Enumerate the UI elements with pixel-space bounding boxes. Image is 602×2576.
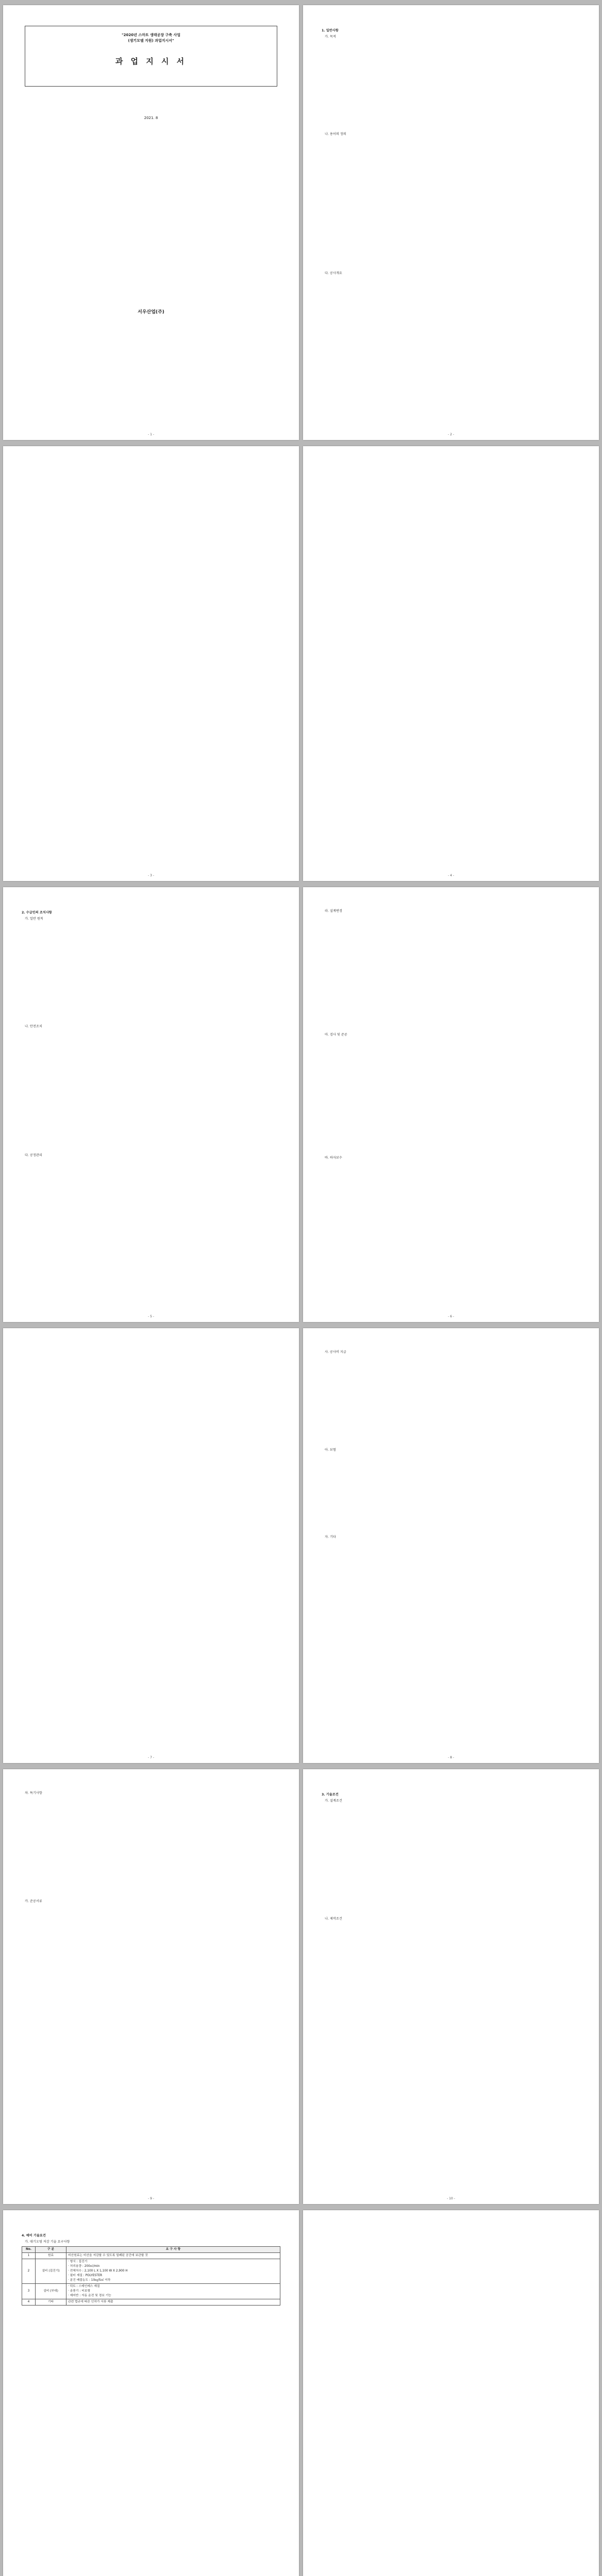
section-sub: 사. 공사비 지급 (325, 1350, 346, 1354)
page-2 (303, 5, 599, 440)
page-number: - 5 - (148, 1314, 154, 1318)
page-9 (3, 1769, 299, 2204)
section-sub: 라. 설계변경 (325, 909, 342, 913)
section-sub: 나. 용어의 정의 (325, 132, 346, 137)
section-sub: 자. 기타 (325, 1535, 336, 1539)
section-sub: 다. 공정관리 (25, 1153, 42, 1157)
page-11 (3, 2210, 299, 2576)
page-number: - 8 - (448, 1755, 454, 1759)
cell-category: 설비 (집진기) (36, 2259, 66, 2284)
section-sub: 차. 특기사항 (25, 1791, 42, 1795)
section-heading: 1. 일반사항 (322, 29, 339, 32)
section-sub: 마. 검사 및 준공 (325, 1032, 347, 1037)
cover-organization: 서우산업(주) (138, 310, 164, 315)
col-header: No. (22, 2247, 36, 2253)
section-sub: 카. 준공서류 (25, 1899, 42, 1903)
page-number: - 3 - (148, 873, 154, 877)
page-4 (303, 446, 599, 881)
cell-category: 기타 (36, 2299, 66, 2306)
section-sub: 가. 설계조건 (325, 1799, 342, 1803)
cell-no: 1 (22, 2253, 36, 2259)
page-3 (3, 446, 299, 881)
cover-title: 과 업 지 시 서 (115, 57, 187, 66)
page-number: - 4 - (448, 873, 454, 877)
requirements-table (22, 2246, 280, 2306)
page-number: - 2 - (448, 432, 454, 436)
page-number: - 1 - (148, 432, 154, 436)
col-header: 구 분 (36, 2247, 66, 2253)
table-row (22, 2253, 280, 2259)
section-sub: 나. 제작조건 (325, 1917, 342, 1921)
cover-title-box (25, 26, 277, 87)
section-heading: 4. 예비 기술요건 (22, 2234, 46, 2238)
section-sub: 가. 목적 (325, 35, 336, 39)
cell-requirement: · 형식 : 집진기 · 처리용량 : 200㎥/min · 전체치수 : 2,100 L X 1,100 W X 2,900 H · 필터 재질 : POLYESTER · 분진 배출농도 : 10㎎/S㎥ 이하 (66, 2259, 280, 2284)
cell-category: 원료 (36, 2253, 66, 2259)
cell-no: 4 (22, 2299, 36, 2306)
cell-category: 설비 (부대) (36, 2284, 66, 2299)
page-6 (303, 887, 599, 1322)
section-sub: 가. 일반 원칙 (25, 917, 43, 921)
col-header: 요 구 사 항 (66, 2247, 280, 2253)
page-1 (3, 5, 299, 440)
page-8 (303, 1328, 599, 1763)
table-row (22, 2299, 280, 2306)
cover-subtitle: "2020년 스마트 생태공장 구축 사업 (생기모델 지원) 과업지시서" (121, 33, 181, 43)
page-number: - 6 - (448, 1314, 454, 1318)
section-sub: 나. 안전조치 (25, 1025, 42, 1029)
section-sub: 바. 하자보수 (325, 1156, 342, 1160)
section-heading: 2. 수급인의 조치사항 (22, 911, 52, 914)
page-number: - 9 - (148, 2196, 154, 2200)
cell-requirement: 관련 법규에 따른 인허가 서류 제출 (66, 2299, 280, 2306)
page-10 (303, 1769, 599, 2204)
table-row (22, 2259, 280, 2284)
cell-no: 3 (22, 2284, 36, 2299)
section-sub: 다. 공사개요 (325, 271, 342, 275)
cell-requirement: · 덕트 : 스테인레스 재질 · 송풍기 : 터보형 · 제어반 : 자동 운전 및 경보 기능 (66, 2284, 280, 2299)
section-heading: 3. 기술조건 (322, 1793, 339, 1797)
cell-no: 2 (22, 2259, 36, 2284)
page-number: - 10 - (447, 2196, 455, 2200)
table-row (22, 2284, 280, 2299)
section-sub: 가. 대기오염 저감 기술 요구사항 (25, 2240, 70, 2244)
page-12 (303, 2210, 599, 2576)
cell-requirement: 비산원료는 비산을 저감할 수 있도록 밀폐된 공간에 보관할 것 (66, 2253, 280, 2259)
section-sub: 아. 보험 (325, 1448, 336, 1452)
page-7 (3, 1328, 299, 1763)
cover-date: 2021. 8 (144, 116, 158, 120)
page-number: - 7 - (148, 1755, 154, 1759)
page-5 (3, 887, 299, 1322)
